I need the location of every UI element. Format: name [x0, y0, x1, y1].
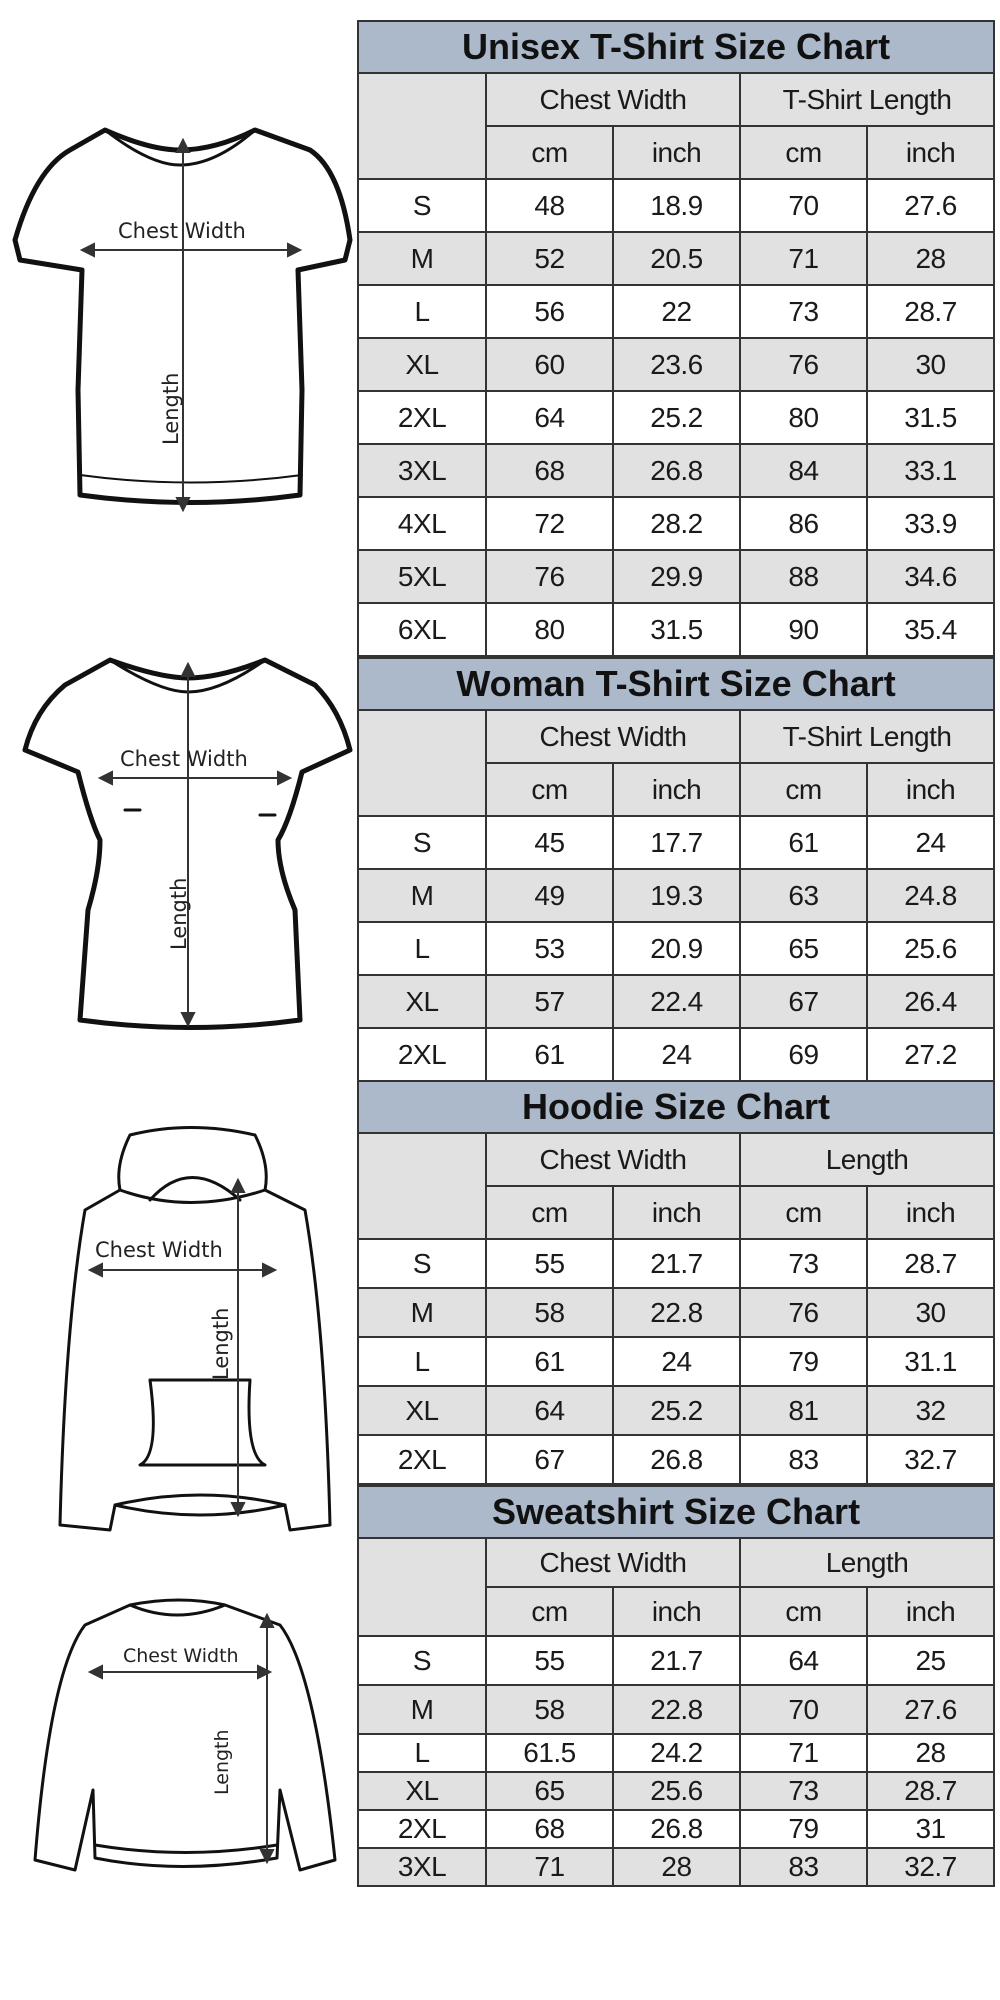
chest-width-label: Chest Width: [95, 1238, 223, 1262]
value-cell: 61: [486, 1337, 613, 1386]
value-cell: 21.7: [613, 1239, 740, 1288]
value-cell: 31: [867, 1810, 994, 1848]
value-cell: 83: [740, 1848, 867, 1886]
value-cell: 33.1: [867, 444, 994, 497]
table-row: [358, 922, 994, 975]
value-cell: 24: [867, 816, 994, 869]
value-cell: 26.8: [613, 444, 740, 497]
value-cell: 81: [740, 1386, 867, 1435]
value-cell: 22.8: [613, 1685, 740, 1734]
value-cell: 25.6: [867, 922, 994, 975]
size-header-cell: [358, 73, 486, 179]
table-row: [358, 1239, 994, 1288]
value-cell: 68: [486, 1810, 613, 1848]
value-cell: 25.2: [613, 1386, 740, 1435]
value-cell: 64: [486, 1386, 613, 1435]
unit-cm: cm: [740, 763, 867, 816]
value-cell: 69: [740, 1028, 867, 1081]
size-cell: M: [358, 1288, 486, 1337]
value-cell: 57: [486, 975, 613, 1028]
size-chart-table: [357, 657, 995, 1082]
size-cell: 2XL: [358, 1810, 486, 1848]
unit-inch: inch: [867, 126, 994, 179]
size-chart-table: [357, 1080, 995, 1485]
table-row: [358, 1337, 994, 1386]
value-cell: 83: [740, 1435, 867, 1484]
table-row: [358, 1288, 994, 1337]
unit-inch: inch: [613, 126, 740, 179]
value-cell: 79: [740, 1337, 867, 1386]
size-cell: M: [358, 1685, 486, 1734]
value-cell: 26.4: [867, 975, 994, 1028]
size-cell: M: [358, 869, 486, 922]
value-cell: 28.7: [867, 1239, 994, 1288]
size-cell: 6XL: [358, 603, 486, 656]
value-cell: 32: [867, 1386, 994, 1435]
value-cell: 79: [740, 1810, 867, 1848]
table-row: [358, 816, 994, 869]
size-header-cell: [358, 1538, 486, 1636]
length-header: Length: [740, 1133, 994, 1186]
size-header-cell: [358, 1133, 486, 1239]
value-cell: 86: [740, 497, 867, 550]
table-row: [358, 285, 994, 338]
length-header: T-Shirt Length: [740, 73, 994, 126]
value-cell: 33.9: [867, 497, 994, 550]
value-cell: 55: [486, 1239, 613, 1288]
table-row: [358, 550, 994, 603]
value-cell: 25.2: [613, 391, 740, 444]
value-cell: 67: [740, 975, 867, 1028]
unit-cm: cm: [740, 1587, 867, 1636]
unit-cm: cm: [740, 126, 867, 179]
table-row: [358, 1810, 994, 1848]
size-header-cell: [358, 710, 486, 816]
value-cell: 53: [486, 922, 613, 975]
value-cell: 28: [867, 1734, 994, 1772]
chest-width-header: Chest Width: [486, 1133, 740, 1186]
table-row: [358, 444, 994, 497]
chart-title: Sweatshirt Size Chart: [358, 1486, 994, 1538]
value-cell: 31.5: [867, 391, 994, 444]
unit-cm: cm: [486, 1186, 613, 1239]
table-row: [358, 1386, 994, 1435]
size-cell: 3XL: [358, 444, 486, 497]
woman-tshirt-diagram: [20, 650, 360, 1030]
chest-width-header: Chest Width: [486, 710, 740, 763]
value-cell: 76: [740, 1288, 867, 1337]
table-row: [358, 1435, 994, 1484]
table-row: [358, 1772, 994, 1810]
table-row: [358, 1028, 994, 1081]
unit-inch: inch: [613, 763, 740, 816]
table-row: [358, 1685, 994, 1734]
value-cell: 63: [740, 869, 867, 922]
value-cell: 76: [740, 338, 867, 391]
value-cell: 61: [740, 816, 867, 869]
value-cell: 80: [486, 603, 613, 656]
value-cell: 64: [740, 1636, 867, 1685]
chest-width-label: Chest Width: [118, 219, 246, 243]
size-cell: S: [358, 816, 486, 869]
value-cell: 20.5: [613, 232, 740, 285]
unit-cm: cm: [486, 763, 613, 816]
chart-title: Woman T-Shirt Size Chart: [358, 658, 994, 710]
unit-cm: cm: [740, 1186, 867, 1239]
value-cell: 25.6: [613, 1772, 740, 1810]
value-cell: 70: [740, 179, 867, 232]
value-cell: 73: [740, 1772, 867, 1810]
length-label: Length: [167, 877, 191, 950]
unit-cm: cm: [486, 1587, 613, 1636]
table-row: [358, 497, 994, 550]
length-header: Length: [740, 1538, 994, 1587]
table-row: [358, 975, 994, 1028]
size-cell: S: [358, 179, 486, 232]
value-cell: 27.6: [867, 179, 994, 232]
value-cell: 84: [740, 444, 867, 497]
unisex-tshirt-diagram: [10, 120, 360, 520]
size-cell: XL: [358, 1386, 486, 1435]
value-cell: 60: [486, 338, 613, 391]
size-cell: 2XL: [358, 1028, 486, 1081]
chart-title: Unisex T-Shirt Size Chart: [358, 21, 994, 73]
value-cell: 73: [740, 285, 867, 338]
chest-width-header: Chest Width: [486, 73, 740, 126]
value-cell: 22.8: [613, 1288, 740, 1337]
value-cell: 71: [740, 1734, 867, 1772]
table-row: [358, 179, 994, 232]
value-cell: 28.7: [867, 1772, 994, 1810]
length-header: T-Shirt Length: [740, 710, 994, 763]
value-cell: 22.4: [613, 975, 740, 1028]
value-cell: 73: [740, 1239, 867, 1288]
value-cell: 76: [486, 550, 613, 603]
value-cell: 21.7: [613, 1636, 740, 1685]
value-cell: 24: [613, 1337, 740, 1386]
size-chart-table: [357, 1485, 995, 1887]
value-cell: 24: [613, 1028, 740, 1081]
unit-inch: inch: [613, 1186, 740, 1239]
size-cell: 2XL: [358, 1435, 486, 1484]
value-cell: 17.7: [613, 816, 740, 869]
unit-inch: inch: [867, 1186, 994, 1239]
table-row: [358, 1734, 994, 1772]
value-cell: 30: [867, 338, 994, 391]
value-cell: 27.6: [867, 1685, 994, 1734]
value-cell: 71: [486, 1848, 613, 1886]
value-cell: 32.7: [867, 1848, 994, 1886]
table-row: [358, 1848, 994, 1886]
value-cell: 35.4: [867, 603, 994, 656]
value-cell: 28.2: [613, 497, 740, 550]
value-cell: 20.9: [613, 922, 740, 975]
value-cell: 19.3: [613, 869, 740, 922]
value-cell: 22: [613, 285, 740, 338]
value-cell: 58: [486, 1288, 613, 1337]
size-cell: XL: [358, 975, 486, 1028]
chart-title: Hoodie Size Chart: [358, 1081, 994, 1133]
length-label: Length: [211, 1729, 233, 1795]
size-cell: 3XL: [358, 1848, 486, 1886]
table-row: [358, 391, 994, 444]
value-cell: 49: [486, 869, 613, 922]
size-cell: L: [358, 1734, 486, 1772]
value-cell: 24.2: [613, 1734, 740, 1772]
value-cell: 28: [867, 232, 994, 285]
value-cell: 26.8: [613, 1435, 740, 1484]
size-cell: 4XL: [358, 497, 486, 550]
chest-width-header: Chest Width: [486, 1538, 740, 1587]
sweatshirt-diagram: [15, 1590, 350, 1890]
value-cell: 32.7: [867, 1435, 994, 1484]
size-cell: S: [358, 1239, 486, 1288]
size-cell: 5XL: [358, 550, 486, 603]
unit-inch: inch: [613, 1587, 740, 1636]
table-row: [358, 338, 994, 391]
unit-inch: inch: [867, 1587, 994, 1636]
size-cell: 2XL: [358, 391, 486, 444]
value-cell: 30: [867, 1288, 994, 1337]
value-cell: 80: [740, 391, 867, 444]
value-cell: 27.2: [867, 1028, 994, 1081]
chest-width-label: Chest Width: [123, 1645, 239, 1667]
value-cell: 24.8: [867, 869, 994, 922]
size-cell: L: [358, 922, 486, 975]
value-cell: 34.6: [867, 550, 994, 603]
value-cell: 48: [486, 179, 613, 232]
size-cell: XL: [358, 1772, 486, 1810]
value-cell: 58: [486, 1685, 613, 1734]
value-cell: 61: [486, 1028, 613, 1081]
length-label: Length: [209, 1307, 233, 1380]
value-cell: 55: [486, 1636, 613, 1685]
chest-width-label: Chest Width: [120, 747, 248, 771]
value-cell: 31.5: [613, 603, 740, 656]
value-cell: 70: [740, 1685, 867, 1734]
value-cell: 26.8: [613, 1810, 740, 1848]
value-cell: 25: [867, 1636, 994, 1685]
value-cell: 67: [486, 1435, 613, 1484]
value-cell: 65: [740, 922, 867, 975]
value-cell: 29.9: [613, 550, 740, 603]
size-cell: M: [358, 232, 486, 285]
length-label: Length: [159, 372, 183, 445]
size-cell: L: [358, 1337, 486, 1386]
table-row: [358, 603, 994, 656]
value-cell: 23.6: [613, 338, 740, 391]
value-cell: 28: [613, 1848, 740, 1886]
table-row: [358, 1636, 994, 1685]
size-cell: L: [358, 285, 486, 338]
value-cell: 52: [486, 232, 613, 285]
value-cell: 65: [486, 1772, 613, 1810]
size-chart-table: [357, 20, 995, 657]
value-cell: 88: [740, 550, 867, 603]
value-cell: 90: [740, 603, 867, 656]
value-cell: 72: [486, 497, 613, 550]
value-cell: 18.9: [613, 179, 740, 232]
table-row: [358, 232, 994, 285]
hoodie-diagram: [40, 1125, 340, 1535]
size-cell: S: [358, 1636, 486, 1685]
value-cell: 45: [486, 816, 613, 869]
value-cell: 71: [740, 232, 867, 285]
value-cell: 28.7: [867, 285, 994, 338]
value-cell: 64: [486, 391, 613, 444]
value-cell: 56: [486, 285, 613, 338]
value-cell: 31.1: [867, 1337, 994, 1386]
unit-inch: inch: [867, 763, 994, 816]
unit-cm: cm: [486, 126, 613, 179]
table-row: [358, 869, 994, 922]
size-cell: XL: [358, 338, 486, 391]
value-cell: 61.5: [486, 1734, 613, 1772]
value-cell: 68: [486, 444, 613, 497]
